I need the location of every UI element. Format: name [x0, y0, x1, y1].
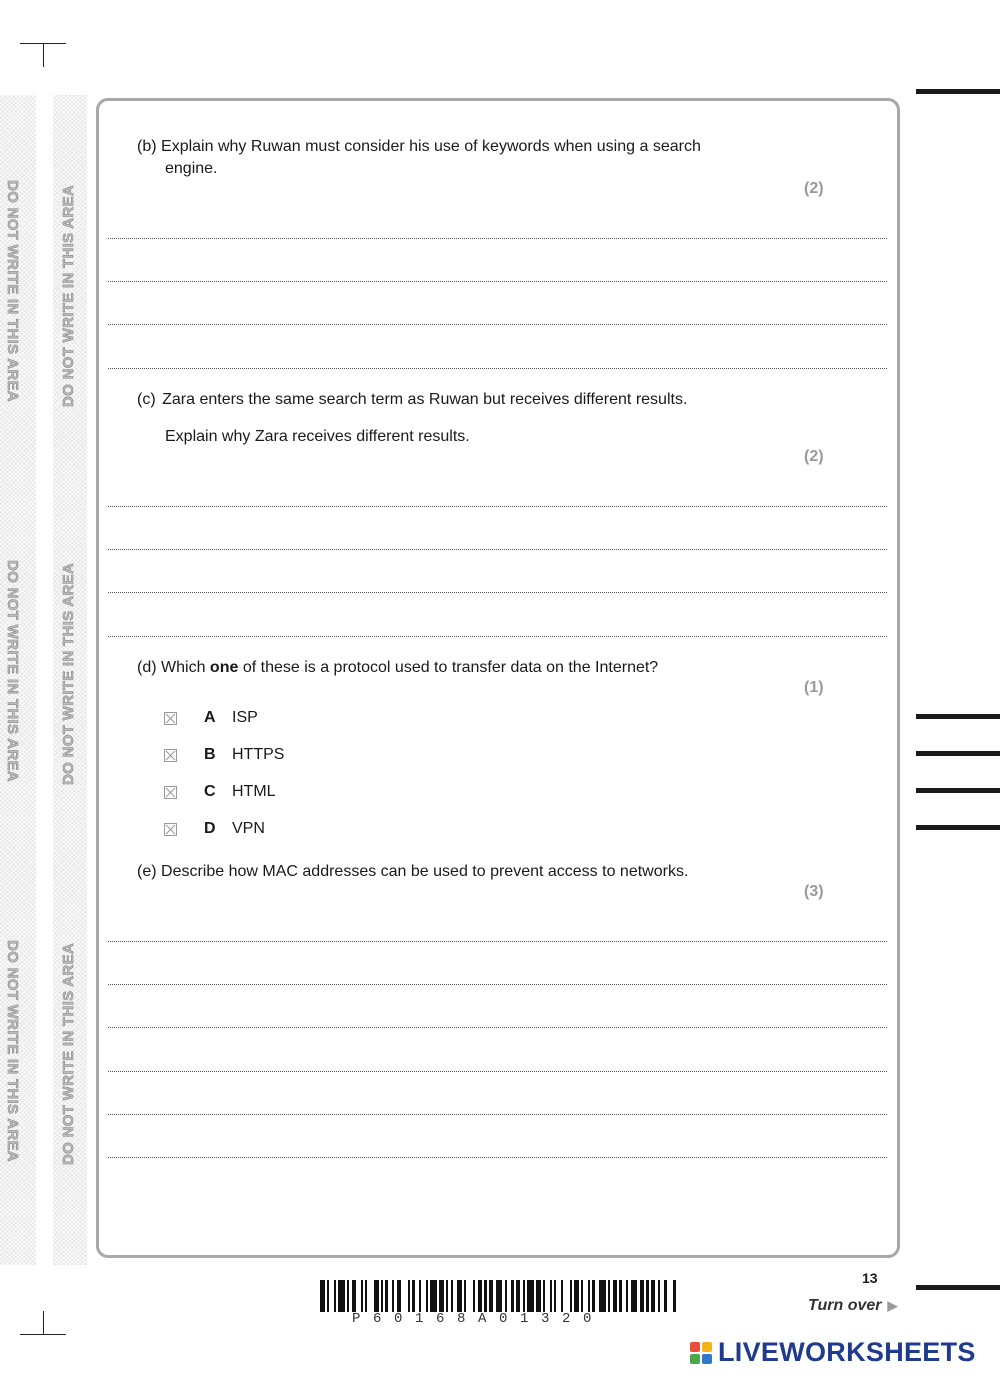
question-c [137, 389, 687, 411]
option-b-checkbox[interactable] [164, 749, 177, 762]
answer-line-b-2[interactable] [108, 281, 887, 282]
logo-square-icon [702, 1342, 712, 1352]
right-edge-bar [916, 825, 1000, 830]
option-a-text: ISP [232, 709, 258, 726]
answer-line-b-4[interactable] [108, 368, 887, 369]
turn-over-label [808, 1297, 898, 1315]
margin-warning-inner-1: DO NOT WRITE IN THIS AREA [60, 185, 77, 407]
barcode-bar [563, 1280, 570, 1312]
right-edge-bar [916, 714, 1000, 719]
barcode-bar [631, 1280, 638, 1312]
option-d-checkbox[interactable] [164, 823, 177, 836]
option-d-text: VPN [232, 820, 265, 837]
question-d-text-after: of these is a protocol used to transfer data on the Internet? [242, 659, 659, 676]
option-c[interactable] [164, 781, 276, 803]
question-b-marks: (2) [804, 180, 824, 197]
option-c-letter: C [204, 783, 216, 800]
option-b[interactable] [164, 744, 284, 766]
question-b-text: Explain why Ruwan must consider his use of keywords when using a search [161, 138, 701, 155]
question-d-marks: (1) [804, 679, 824, 696]
answer-line-c-2[interactable] [108, 549, 887, 550]
barcode-bar [338, 1280, 345, 1312]
margin-warning-outer-1: DO NOT WRITE IN THIS AREA [4, 180, 21, 402]
barcode-bar [430, 1280, 437, 1312]
margin-warning-outer-2: DO NOT WRITE IN THIS AREA [4, 560, 21, 782]
logo-square-icon [690, 1354, 700, 1364]
barcode-text: P60168A01320 [352, 1311, 605, 1327]
answer-line-e-5[interactable] [108, 1114, 887, 1115]
margin-warning-inner-2: DO NOT WRITE IN THIS AREA [60, 563, 77, 785]
answer-line-c-4[interactable] [108, 636, 887, 637]
turn-over-text: Turn over [808, 1297, 882, 1314]
answer-line-c-1[interactable] [108, 506, 887, 507]
answer-line-e-2[interactable] [108, 984, 887, 985]
logo-square-icon [690, 1342, 700, 1352]
right-edge-bar [916, 751, 1000, 756]
right-edge-bar [916, 89, 1000, 94]
margin-warning-outer-3: DO NOT WRITE IN THIS AREA [4, 940, 21, 1162]
question-e [137, 861, 688, 883]
crop-mark-bottom-v [43, 1311, 44, 1335]
logo-square-icon [702, 1354, 712, 1364]
turn-over-arrow-icon: ▶ [887, 1298, 898, 1313]
question-c-marks: (2) [804, 448, 824, 465]
option-c-text: HTML [232, 783, 276, 800]
right-edge-bar [916, 788, 1000, 793]
answer-line-c-3[interactable] [108, 592, 887, 593]
question-b-text-cont: engine. [165, 160, 218, 177]
liveworksheets-text: LIVEWORKSHEETS [718, 1337, 976, 1367]
question-e-text: Describe how MAC addresses can be used to prevent access to networks. [161, 863, 689, 880]
answer-line-b-1[interactable] [108, 238, 887, 239]
option-a[interactable] [164, 707, 258, 729]
answer-line-e-3[interactable] [108, 1027, 887, 1028]
question-b [137, 136, 701, 158]
right-edge-bar [916, 1285, 1000, 1290]
option-a-checkbox[interactable] [164, 712, 177, 725]
question-c-instruction: Explain why Zara receives different results. [165, 428, 470, 445]
question-e-label: (e) [137, 863, 157, 880]
page-number: 13 [862, 1270, 878, 1286]
option-d[interactable] [164, 818, 265, 840]
barcode-bar [466, 1280, 473, 1312]
barcode-bar [599, 1280, 606, 1312]
option-b-letter: B [204, 746, 216, 763]
barcode-bar [401, 1280, 408, 1312]
option-b-text: HTTPS [232, 746, 285, 763]
liveworksheets-logo-icon [690, 1342, 712, 1364]
barcode-bar [367, 1280, 374, 1312]
answer-line-b-3[interactable] [108, 324, 887, 325]
barcode-bar [676, 1280, 678, 1312]
liveworksheets-brand [690, 1337, 976, 1368]
question-e-marks: (3) [804, 883, 824, 900]
question-d [137, 657, 658, 679]
margin-warning-inner-3: DO NOT WRITE IN THIS AREA [60, 943, 77, 1165]
answer-line-e-4[interactable] [108, 1071, 887, 1072]
answer-line-e-6[interactable] [108, 1157, 887, 1158]
question-c-text: Zara enters the same search term as Ruwan but receives different results. [162, 391, 688, 408]
crop-mark-top-v [43, 43, 44, 67]
option-a-letter: A [204, 709, 216, 726]
answer-line-e-1[interactable] [108, 941, 887, 942]
barcode-bar [527, 1280, 534, 1312]
question-d-text-before: Which [161, 659, 206, 676]
question-d-label: (d) [137, 659, 157, 676]
question-b-label: (b) [137, 138, 157, 155]
barcode-bar [496, 1280, 503, 1312]
option-c-checkbox[interactable] [164, 786, 177, 799]
barcode-bar [667, 1280, 674, 1312]
question-d-text-bold: one [209, 659, 239, 676]
option-d-letter: D [204, 820, 216, 837]
question-c-label: (c) [137, 391, 156, 408]
barcode [320, 1280, 678, 1312]
